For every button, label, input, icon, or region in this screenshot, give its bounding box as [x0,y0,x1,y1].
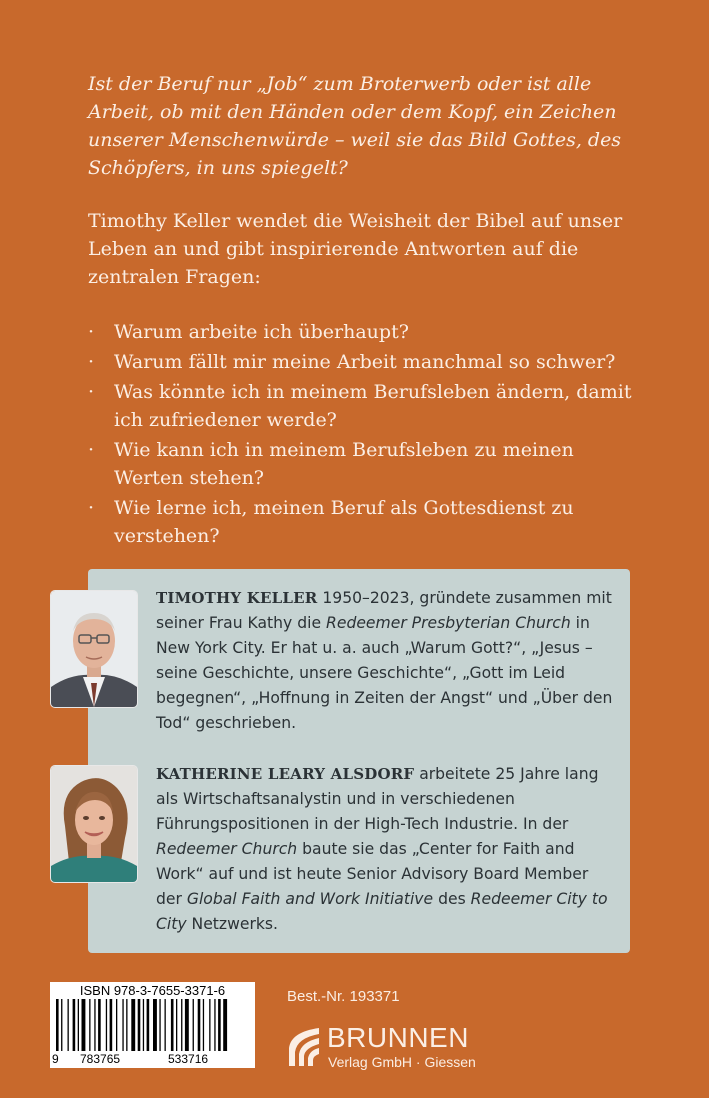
bio-keller: TIMOTHY KELLER 1950–2023, gründete zusammen mit seiner Frau Kathy die Redeemer Presbyterian Church in New York City. Er hat u. a. auch „Warum Gott?“, „Jesus – seine Geschichte, unsere Geschichte“, „Gott im Leid begegnen“, „Hoffnung in Zeiten der Angst“ und „Über den Tod“ geschrieben. [156,589,613,732]
fountain-logo-icon [287,1024,321,1068]
author-photo-alsdorf [50,765,138,883]
barcode-bars-icon [56,999,249,1055]
lead-paragraph: Timothy Keller wendet die Weisheit der Bibel auf unser Leben an und gibt inspirierende Antworten auf die zentralen Fragen: [88,210,623,288]
publisher-logo [287,1022,487,1072]
list-item: · Wie kann ich in meinem Berufsleben zu meinen Werten stehen? [88,436,648,492]
publisher-name: BRUNNEN [327,1022,469,1053]
list-item: · Was könnte ich in meinem Berufsleben ändern, damit ich zufriedener werde? [88,378,648,434]
question-list [88,318,648,552]
bullet-icon: · [88,351,95,373]
bullet-icon: · [88,439,95,461]
bullet-icon: · [88,381,95,403]
barcode-digits [50,1052,255,1068]
barcode-digit-group: 533716 [168,1052,209,1066]
barcode-digit-group: 9 [52,1052,59,1066]
isbn-barcode [50,982,255,1068]
bio-alsdorf: KATHERINE LEARY ALSDORF arbeitete 25 Jahre lang als Wirtschaftsanalystin und in verschiedenen Führungspositionen in der High-Tech Industrie. In der Redeemer Church baute sie das „Center for Faith and Work“ auf und ist heute Senior Advisory Board Member der Global Faith and Work Initiative des Redeemer City to City Netzwerks. [156,765,608,933]
order-number: Best.-Nr. 193371 [287,988,400,1005]
list-item: · Warum fällt mir meine Arbeit manchmal so schwer? [88,348,648,376]
author-name: KATHERINE LEARY ALSDORF [156,765,415,783]
bullet-icon: · [88,321,95,343]
author-name: TIMOTHY KELLER [156,589,318,607]
barcode-digit-group: 783765 [80,1052,121,1066]
bullet-icon: · [88,497,95,519]
list-item: · Warum arbeite ich überhaupt? [88,318,648,346]
author-photo-keller [50,590,138,708]
isbn-label: ISBN 978-3-7655-3371-6 [79,983,226,998]
publisher-subline: Verlag GmbH · Giessen [328,1054,476,1070]
intro-question: Ist der Beruf nur „Job“ zum Broterwerb oder ist alle Arbeit, ob mit den Händen oder dem Kopf, ein Zeichen unserer Menschenwürde – weil sie das Bild Gottes, des Schöpfers, in uns spiegelt? [88,73,622,179]
list-item: · Wie lerne ich, meinen Beruf als Gottesdienst zu verstehen? [88,494,648,550]
